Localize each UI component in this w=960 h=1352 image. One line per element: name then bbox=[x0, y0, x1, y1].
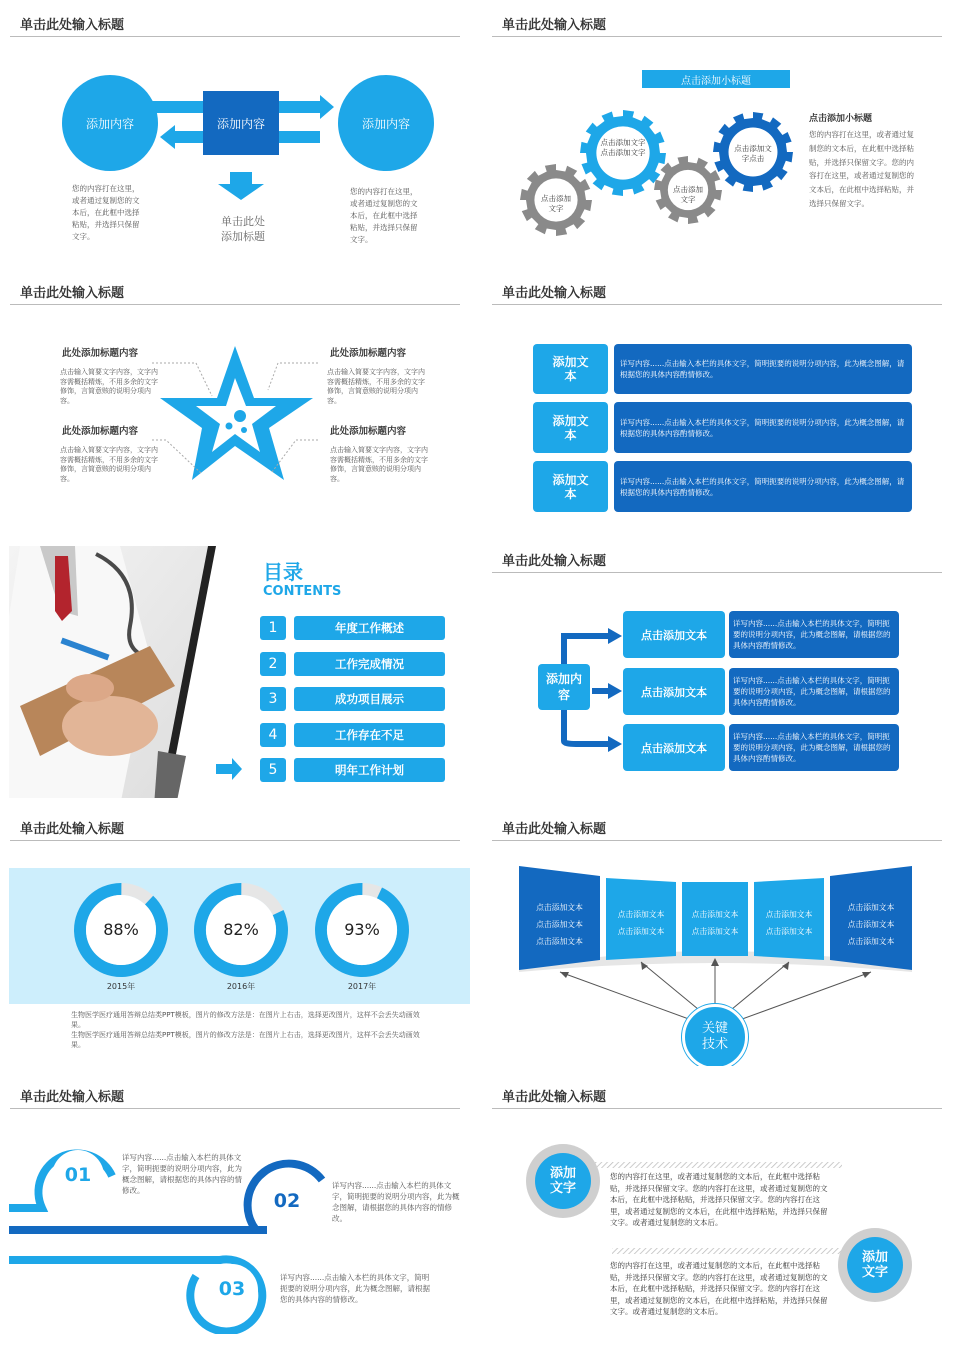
item1-heading: 此处添加标题内容 bbox=[62, 348, 139, 359]
toc-number-1: 1 bbox=[260, 616, 286, 640]
toc-item-3[interactable]: 成功项目展示 bbox=[294, 687, 445, 711]
item3-heading: 此处添加标题内容 bbox=[62, 426, 139, 437]
gear1-label: 点击添加文字 bbox=[541, 194, 571, 213]
panel2-line1: 点击添加文本 bbox=[617, 910, 665, 919]
badge1-text: 您的内容打在这里，或者通过复制您的文本后，在此框中选择粘贴，并选择只保留文字。您的内容打在这里，或者通过复制您的文本后，在此框中选择粘贴，并选择只保留文字。您的内容打在这里，或者通过复制您的文本后，在此框中选择粘贴，并选择只保留文字。或者通过复制您的文本后。 bbox=[610, 1172, 828, 1228]
right-text: 您的内容打在这里，或者通过复制您的文本后，在此框中选择粘贴，并选择只保留文字。 bbox=[350, 187, 418, 244]
slide-star bbox=[0, 268, 470, 530]
panel5-line1: 点击添加文本 bbox=[847, 903, 895, 912]
row2-label[interactable]: 点击添加文本 bbox=[623, 668, 725, 715]
row3-text[interactable]: 详写内容......点击输入本栏的具体文字，简明扼要的说明分项内容，此为概念图解，请根据您的具体内容酌情修改。 bbox=[614, 461, 912, 512]
contents-subheading: CONTENTS bbox=[263, 584, 342, 599]
item4-body: 点击输入简要文字内容，文字内容需概括精炼，不用多余的文字修饰，言简意赅的说明分项内容。 bbox=[330, 446, 428, 483]
item3-body: 点击输入简要文字内容，文字内容需概括精炼，不用多余的文字修饰，言简意赅的说明分项内容。 bbox=[60, 446, 158, 483]
badge2[interactable]: 添加文字 bbox=[847, 1237, 903, 1293]
step2-text: 详写内容......点击输入本栏的具体文字，简明扼要的说明分项内容，此为概念图解，请根据您的具体内容的情修改。 bbox=[332, 1181, 460, 1223]
panel1-line3: 点击添加文本 bbox=[536, 937, 583, 946]
slide-title: 单击此处输入标题 bbox=[20, 822, 125, 837]
row2-label[interactable]: 添加文本 bbox=[533, 402, 608, 453]
slide-title: 单击此处输入标题 bbox=[20, 286, 125, 301]
slide-title: 单击此处输入标题 bbox=[502, 286, 607, 301]
toc-item-4[interactable]: 工作存在不足 bbox=[294, 723, 445, 747]
row3-label[interactable]: 点击添加文本 bbox=[623, 724, 725, 771]
panel3-line2: 点击添加文本 bbox=[691, 927, 739, 936]
step1-num: 01 bbox=[64, 1164, 92, 1186]
row1-label[interactable]: 点击添加文本 bbox=[623, 611, 725, 658]
side-title: 点击添加小标题 bbox=[809, 114, 873, 124]
row3-label[interactable]: 添加文本 bbox=[533, 461, 608, 512]
row2-text[interactable]: 详写内容......点击输入本栏的具体文字，简明扼要的说明分项内容，此为概念图解，请根据您的具体内容酌情修改。 bbox=[729, 668, 899, 715]
slide-hub-rows bbox=[482, 536, 952, 798]
toc-item-1[interactable]: 年度工作概述 bbox=[294, 616, 445, 640]
panel2-line2: 点击添加文本 bbox=[617, 927, 665, 936]
item4-heading: 此处添加标题内容 bbox=[330, 426, 407, 437]
slide-text-rows bbox=[482, 268, 952, 530]
badge2-text: 您的内容打在这里，或者通过复制您的文本后，在此框中选择粘贴，并选择只保留文字。您的内容打在这里，或者通过复制您的文本后，在此框中选择粘贴，并选择只保留文字。您的内容打在这里，或者通过复制您的文本后，在此框中选择粘贴，并选择只保留文字。或者通过复制您的文本后。 bbox=[610, 1261, 828, 1317]
panel4-line1: 点击添加文本 bbox=[765, 910, 813, 919]
panel1-line1: 点击添加文本 bbox=[536, 903, 583, 912]
donut3-year: 2017年 bbox=[347, 982, 377, 991]
center-box[interactable]: 添加内容 bbox=[203, 91, 279, 155]
toc-item-5[interactable]: 明年工作计划 bbox=[294, 758, 445, 782]
subtitle-bar[interactable]: 点击添加小标题 bbox=[642, 70, 790, 88]
badge1[interactable]: 添加文字 bbox=[535, 1153, 591, 1209]
slide-title: 单击此处输入标题 bbox=[502, 18, 607, 33]
key-tech-hub[interactable]: 关键技术 bbox=[682, 1004, 748, 1066]
row3-text[interactable]: 详写内容......点击输入本栏的具体文字，简明扼要的说明分项内容，此为概念图解，请根据您的具体内容酌情修改。 bbox=[729, 724, 899, 771]
row1-text[interactable]: 详写内容......点击输入本栏的具体文字，简明扼要的说明分项内容，此为概念图解，请根据您的具体内容酌情修改。 bbox=[729, 611, 899, 658]
slide-title: 单击此处输入标题 bbox=[502, 554, 607, 569]
toc-item-2[interactable]: 工作完成情况 bbox=[294, 652, 445, 676]
panel4-line2: 点击添加文本 bbox=[765, 927, 813, 936]
slide-contents bbox=[0, 536, 470, 798]
row2-text[interactable]: 详写内容......点击输入本栏的具体文字，简明扼要的说明分项内容，此为概念图解，请根据您的具体内容酌情修改。 bbox=[614, 402, 912, 453]
left-text: 您的内容打在这里，或者通过复制您的文本后，在此框中选择粘贴，并选择只保留文字。 bbox=[72, 184, 140, 241]
bottom-label: 单击此处添加标题 bbox=[221, 215, 265, 243]
item2-body: 点击输入简要文字内容，文字内容需概括精炼，不用多余的文字修饰，言简意赅的说明分项内容。 bbox=[327, 368, 425, 405]
gear3-label: 点击添加文字 bbox=[673, 185, 703, 204]
item1-body: 点击输入简要文字内容，文字内容需概括精炼，不用多余的文字修饰，言简意赅的说明分项内容。 bbox=[60, 368, 158, 405]
slide-gears bbox=[482, 0, 952, 262]
right-circle[interactable]: 添加内容 bbox=[338, 75, 434, 171]
donut3-value: 93% bbox=[344, 920, 380, 939]
hub-box[interactable]: 添加内容 bbox=[538, 664, 590, 710]
gear2-label: 点击添加文字点击添加文字 bbox=[600, 138, 646, 157]
slide-badges bbox=[482, 1072, 952, 1334]
toc-number-4: 4 bbox=[260, 723, 286, 747]
left-circle[interactable]: 添加内容 bbox=[62, 75, 158, 171]
slide-steps bbox=[0, 1072, 470, 1334]
panel1-line2: 点击添加文本 bbox=[536, 920, 583, 929]
step1-text: 详写内容......点击输入本栏的具体文字，简明扼要的说明分项内容，此为概念图解，请根据您的具体内容的情修改。 bbox=[122, 1153, 242, 1195]
slide-title: 单击此处输入标题 bbox=[20, 18, 125, 33]
side-text: 您的内容打在这里，或者通过复制您的文本后，在此框中选择粘贴，并选择只保留文字。您的内容打在这里，或者通过复制您的文本后，在此框中选择粘贴，并选择只保留文字。 bbox=[809, 130, 914, 208]
note1: 生物医学医疗通用答辩总结类PPT模板，图片的修改方法是：在图片上右击，选择更改图片，这样不会丢失动画效果。 bbox=[71, 1011, 420, 1029]
slide-key-tech bbox=[482, 804, 952, 1066]
row1-label[interactable]: 添加文本 bbox=[533, 344, 608, 394]
donut2-value: 82% bbox=[223, 920, 259, 939]
gear4-label: 点击添加文字点击 bbox=[734, 144, 772, 163]
row1-text[interactable]: 详写内容......点击输入本栏的具体文字，简明扼要的说明分项内容，此为概念图解，请根据您的具体内容酌情修改。 bbox=[614, 344, 912, 394]
panel5-line2: 点击添加文本 bbox=[847, 920, 895, 929]
slide-title: 单击此处输入标题 bbox=[502, 822, 607, 837]
note2: 生物医学医疗通用答辩总结类PPT模板，图片的修改方法是：在图片上右击，选择更改图片，这样不会丢失动画效果。 bbox=[71, 1031, 420, 1049]
slide-donuts bbox=[0, 804, 470, 1066]
panel5-line3: 点击添加文本 bbox=[847, 937, 895, 946]
slide-title: 单击此处输入标题 bbox=[502, 1090, 607, 1105]
contents-heading: 目录 bbox=[263, 560, 303, 584]
donut1-value: 88% bbox=[103, 920, 139, 939]
toc-number-3: 3 bbox=[260, 687, 286, 711]
step3-text: 详写内容......点击输入本栏的具体文字，简明扼要的说明分项内容，此为概念图解，请根据您的具体内容的情修改。 bbox=[280, 1273, 430, 1304]
toc-number-5: 5 bbox=[260, 758, 286, 782]
slide-title: 单击此处输入标题 bbox=[20, 1090, 125, 1105]
step3-num: 03 bbox=[218, 1278, 246, 1300]
title-divider bbox=[492, 304, 942, 305]
panel3-line1: 点击添加文本 bbox=[691, 910, 739, 919]
slide-flow bbox=[0, 0, 470, 262]
toc-number-2: 2 bbox=[260, 652, 286, 676]
donut2-year: 2016年 bbox=[226, 982, 256, 991]
item2-heading: 此处添加标题内容 bbox=[330, 348, 407, 359]
step2-num: 02 bbox=[273, 1190, 301, 1212]
donut1-year: 2015年 bbox=[106, 982, 136, 991]
